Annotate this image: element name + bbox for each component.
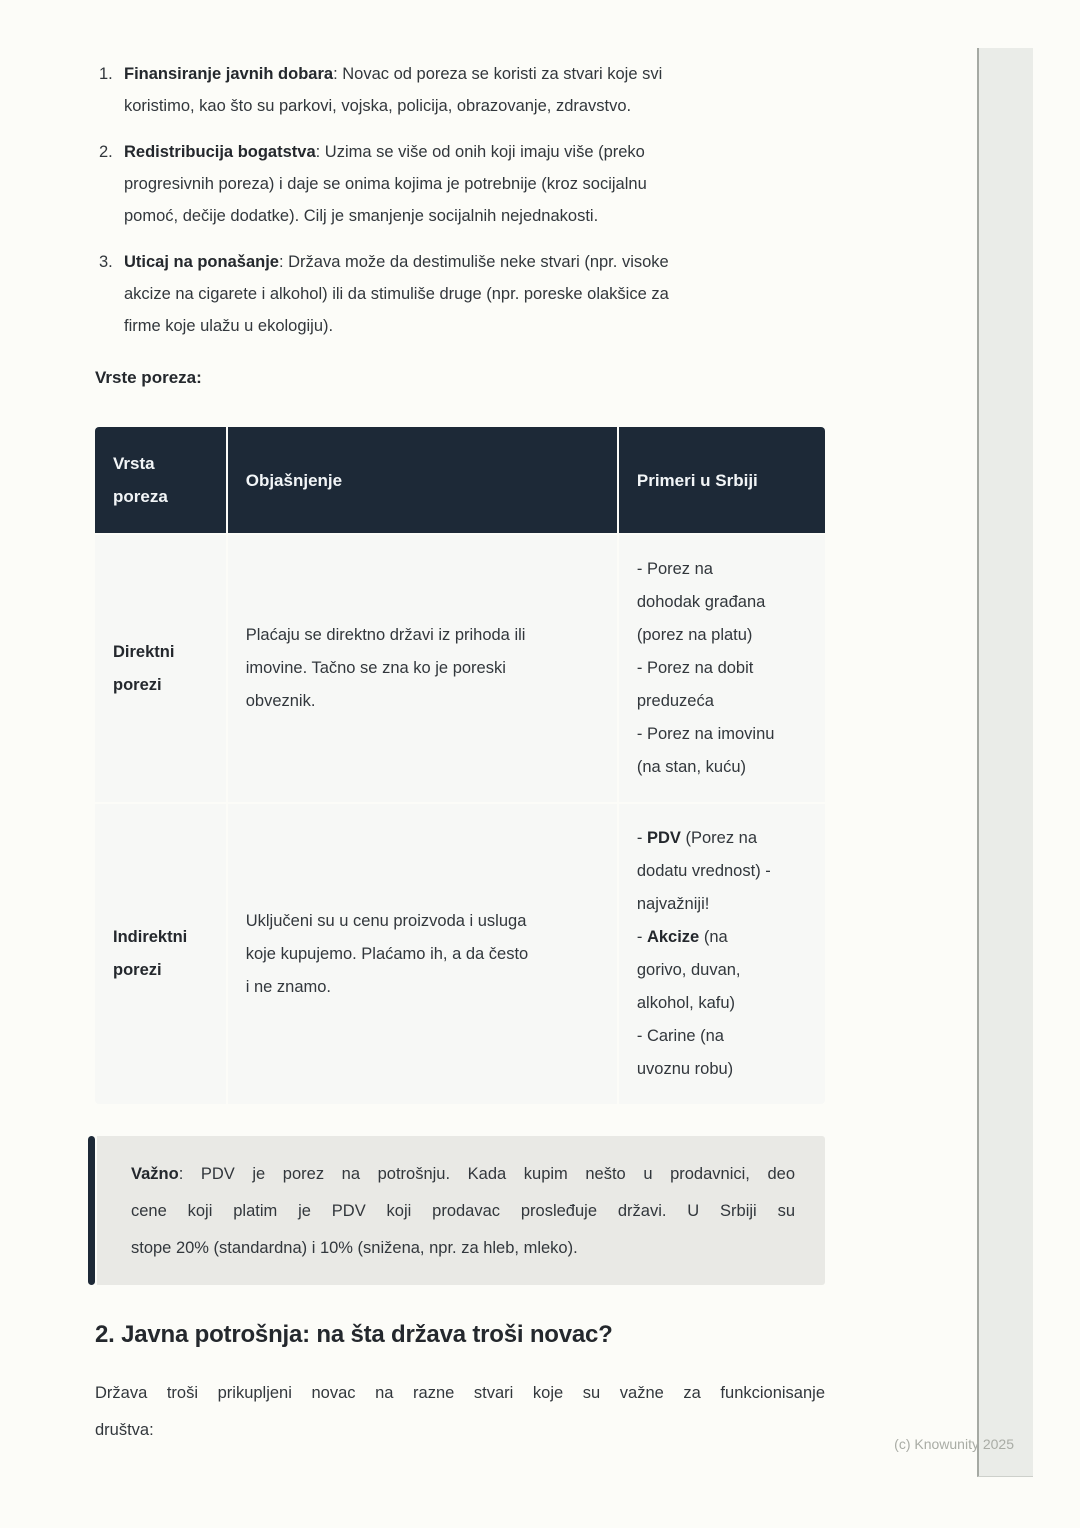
header-cell-examples: Primeri u Srbiji [619, 427, 825, 533]
list-item-text: Uticaj na ponašanje: Država može da destimuliše neke stvari (npr. visoke akcize na cigarete i alkohol) ili da stimuliše druge (npr. poreske olakšice za firme koje ulažu u ekologiju). [124, 253, 669, 335]
scrollbar[interactable] [977, 48, 1033, 1477]
list-item-number: 3. [99, 253, 113, 271]
section-intro: Država troši prikupljeni novac na razne stvari koje su važne za funkcionisanje društva: [95, 1384, 825, 1439]
list-item [95, 246, 825, 342]
list-item-number: 2. [99, 143, 113, 161]
tax-types-table [93, 425, 827, 1106]
callout-accent-bar [88, 1136, 95, 1285]
list-item [95, 58, 825, 122]
tax-purposes-list [95, 58, 825, 342]
cell-explanation: Plaćaju se direktno državi iz prihoda ili imovine. Tačno se zna ko je poreski obveznik. [228, 535, 617, 802]
important-callout [88, 1136, 825, 1285]
header-cell-explanation: Objašnjenje [228, 427, 617, 533]
cell-explanation: Uključeni su u cenu proizvoda i usluga koje kupujemo. Plaćamo ih, a da često i ne znamo. [228, 804, 617, 1104]
list-item [95, 136, 825, 232]
watermark: (c) Knowunity 2025 [894, 1436, 1014, 1452]
table-row [95, 804, 825, 1104]
cell-examples: - PDV (Porez na dodatu vrednost) - najvažniji! - Akcize (na gorivo, duvan, alkohol, kafu) - Carine (na uvoznu robu) [619, 804, 825, 1104]
section-heading: 2. Javna potrošnja: na šta država troši novac? [95, 1321, 613, 1348]
list-item-text: Redistribucija bogatstva: Uzima se više od onih koji imaju više (preko progresivnih poreza) i daje se onima kojima je potrebnije (kroz socijalnu pomoć, dečije dodatke). Cilj je smanjenje socijalnih nejednakosti. [124, 143, 647, 225]
list-item-text: Finansiranje javnih dobara: Novac od poreza se koristi za stvari koje svi koristimo, kao što su parkovi, vojska, policija, obrazovanje, zdravstvo. [124, 65, 663, 115]
types-of-taxes-heading: Vrste poreza: [95, 368, 202, 387]
list-item-number: 1. [99, 65, 113, 83]
cell-examples: - Porez na dohodak građana (porez na platu) - Porez na dobit preduzeća - Porez na imovinu (na stan, kuću) [619, 535, 825, 802]
cell-tax-type: Indirektni porezi [95, 804, 226, 1104]
header-cell-tax-type: Vrsta poreza [95, 427, 226, 533]
document-content [95, 58, 825, 1449]
table-header-row [95, 427, 825, 533]
callout-text: Važno: PDV je porez na potrošnju. Kada kupim nešto u prodavnici, deo cene koji platim je PDV koji prodavac prosleđuje državi. U Srbiji su stope 20% (standardna) i 10% (snižena, npr. za hleb, mleko). [97, 1136, 825, 1285]
table-row [95, 535, 825, 802]
cell-tax-type: Direktni porezi [95, 535, 226, 802]
